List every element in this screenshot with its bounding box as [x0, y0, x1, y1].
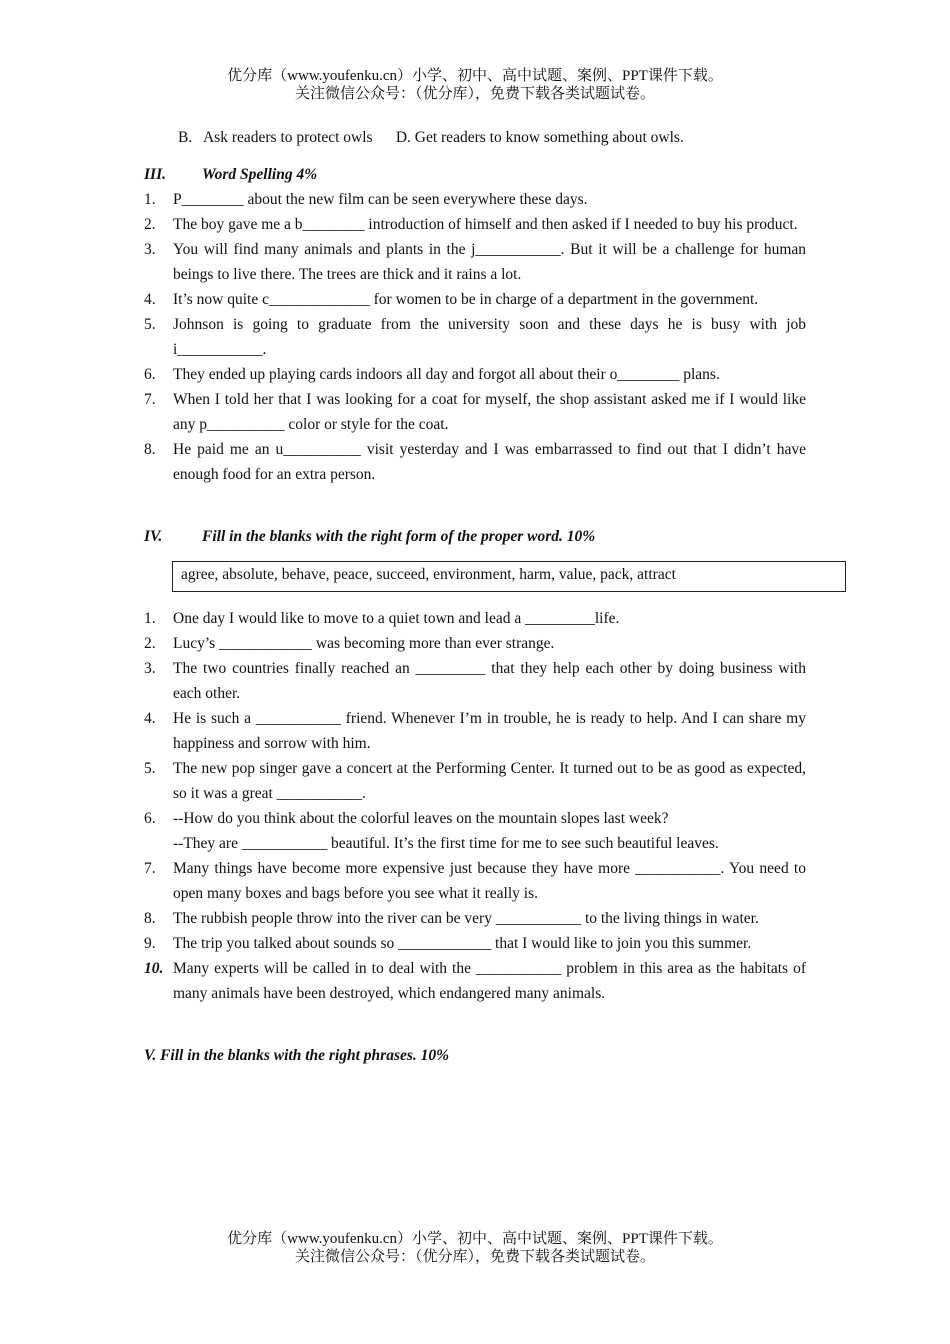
item-number: 3. [144, 241, 156, 258]
list-item [144, 631, 806, 656]
list-item [144, 706, 806, 756]
document-body [144, 125, 806, 1068]
item-number: 6. [144, 810, 156, 827]
item-text: You will find many animals and plants in the j___________. But it will be a challenge for human beings to live there. The trees are thick and it rains a lot. [173, 241, 806, 283]
item-number: 5. [144, 760, 156, 777]
list-item [144, 931, 806, 956]
list-item [144, 362, 806, 387]
item-number: 2. [144, 635, 156, 652]
page-header [0, 67, 950, 103]
list-item [144, 437, 806, 487]
item-text: They ended up playing cards indoors all day and forgot all about their o________ plans. [173, 366, 720, 383]
item-text: The two countries finally reached an _________ that they help each other by doing business with each other. [173, 660, 806, 702]
section-5-heading [144, 1043, 806, 1068]
list-item [144, 237, 806, 287]
item-number: 1. [144, 191, 156, 208]
section-4-title: Fill in the blanks with the right form of the proper word. 10% [202, 528, 596, 545]
item-text: He paid me an u__________ visit yesterday and I was embarrassed to find out that I didn’t have enough food for an extra person. [173, 441, 806, 483]
item-text: The rubbish people throw into the river can be very ___________ to the living things in water. [173, 910, 759, 927]
list-item [144, 956, 806, 1006]
list-item [144, 656, 806, 706]
item-text: One day I would like to move to a quiet town and lead a _________life. [173, 610, 620, 627]
list-item [144, 806, 806, 856]
item-text: Johnson is going to graduate from the university soon and these days he is busy with job i___________. [173, 316, 806, 358]
dialogue-question: --How do you think about the colorful leaves on the mountain slopes last week? [173, 810, 669, 827]
header-line-1: 优分库（www.youfenku.cn）小学、初中、高中试题、案例、PPT课件下载。 [227, 68, 723, 84]
item-text: He is such a ___________ friend. Whenever I’m in trouble, he is ready to help. And I can share my happiness and sorrow with him. [173, 710, 806, 752]
answer-options-line: B. Ask readers to protect owls D. Get readers to know something about owls. [178, 129, 684, 146]
section-5-title: V. Fill in the blanks with the right phrases. 10% [144, 1047, 450, 1064]
section-4-list [144, 606, 806, 1006]
page-footer [0, 1230, 950, 1266]
item-number: 7. [144, 860, 156, 877]
item-number: 5. [144, 316, 156, 333]
item-number: 9. [144, 935, 156, 952]
item-text: When I told her that I was looking for a coat for myself, the shop assistant asked me if I would like any p__________ color or style for the coat. [173, 391, 806, 433]
item-text: It’s now quite c_____________ for women to be in charge of a department in the government. [173, 291, 759, 308]
section-3-number: III. [144, 166, 166, 183]
footer-line-2: 关注微信公众号：（优分库），免费下载各类试题试卷。 [294, 1249, 655, 1265]
item-number: 6. [144, 366, 156, 383]
list-item [144, 756, 806, 806]
dialogue-answer: --They are ___________ beautiful. It’s the first time for me to see such beautiful leaves. [173, 835, 719, 852]
section-3-title: Word Spelling 4% [202, 166, 318, 183]
footer-line-1: 优分库（www.youfenku.cn）小学、初中、高中试题、案例、PPT课件下载。 [227, 1231, 723, 1247]
item-number: 10. [144, 960, 164, 977]
item-text: Many experts will be called in to deal with the ___________ problem in this area as the habitats of many animals have been destroyed, which endangered many animals. [173, 960, 806, 1002]
section-4-heading [144, 524, 806, 549]
item-number: 4. [144, 710, 156, 727]
item-number: 3. [144, 660, 156, 677]
section-3-heading [144, 162, 806, 187]
item-number: 2. [144, 216, 156, 233]
header-line-2: 关注微信公众号：（优分库），免费下载各类试题试卷。 [294, 86, 655, 102]
item-number: 8. [144, 441, 156, 458]
list-item [144, 856, 806, 906]
list-item [144, 606, 806, 631]
list-item [144, 212, 806, 237]
list-item [144, 312, 806, 362]
item-text: The trip you talked about sounds so ____________ that I would like to join you this summer. [173, 935, 752, 952]
item-number: 4. [144, 291, 156, 308]
section-4-number: IV. [144, 528, 163, 545]
section-3-list [144, 187, 806, 487]
item-text: The new pop singer gave a concert at the Performing Center. It turned out to be as good as expected, so it was a great ___________. [173, 760, 806, 802]
list-item [144, 906, 806, 931]
list-item [144, 387, 806, 437]
word-bank-box: agree, absolute, behave, peace, succeed, environment, harm, value, pack, attract [172, 561, 846, 592]
item-text-block [173, 806, 806, 856]
list-item [144, 187, 806, 212]
item-text: The boy gave me a b________ introduction of himself and then asked if I needed to buy his product. [173, 216, 798, 233]
item-text: Lucy’s ____________ was becoming more than ever strange. [173, 635, 555, 652]
item-text: Many things have become more expensive just because they have more ___________. You need to open many boxes and bags before you see what it really is. [173, 860, 806, 902]
item-number: 8. [144, 910, 156, 927]
item-text: P________ about the new film can be seen everywhere these days. [173, 191, 588, 208]
item-number: 7. [144, 391, 156, 408]
list-item [144, 287, 806, 312]
item-number: 1. [144, 610, 156, 627]
